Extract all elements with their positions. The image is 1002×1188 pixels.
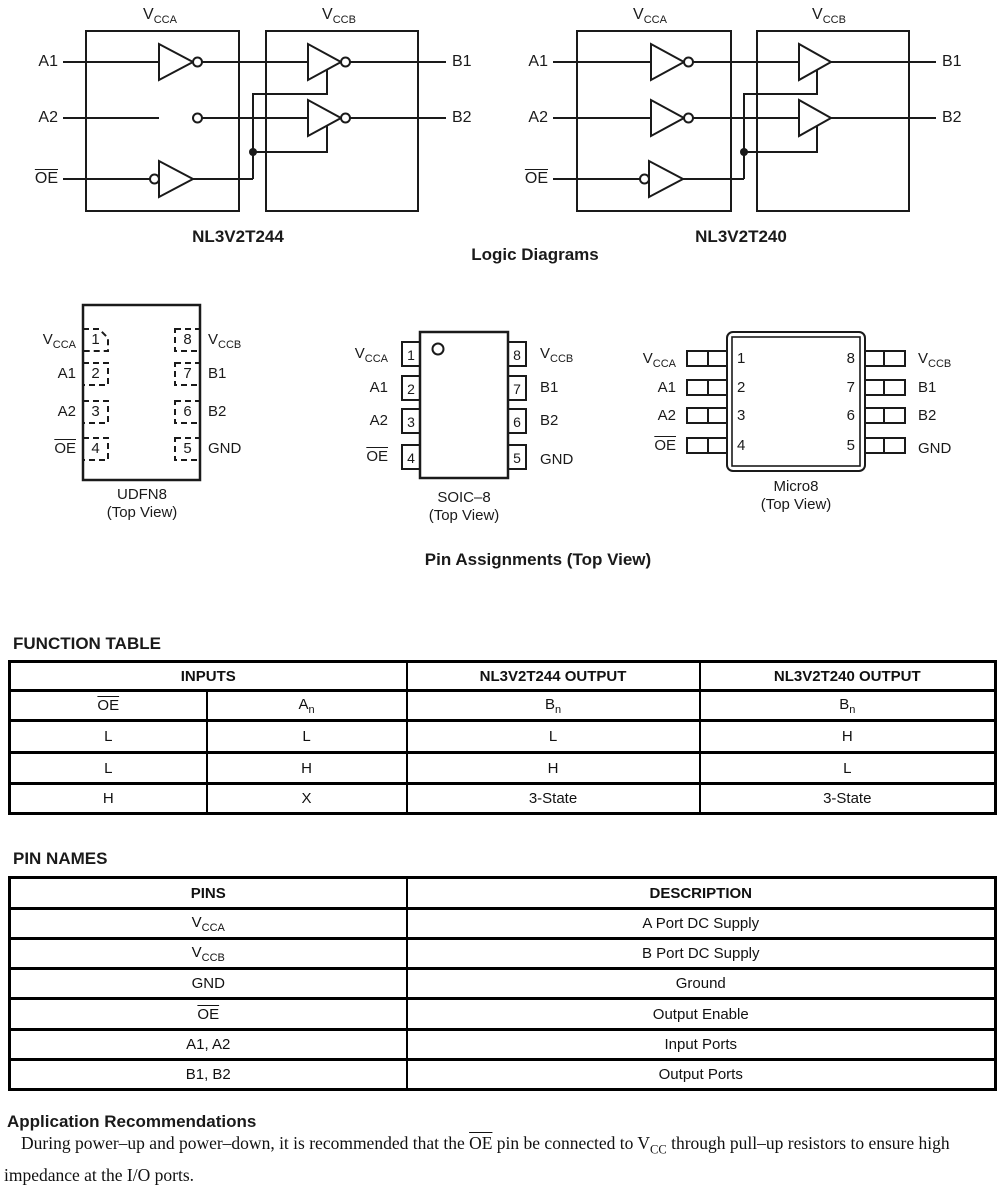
table-cell: L: [700, 753, 996, 784]
a2-label: A2: [528, 109, 548, 126]
application-recommendations-title: Application Recommendations: [7, 1112, 257, 1131]
table-row: [10, 753, 996, 784]
pin-names-table: [8, 876, 997, 1091]
pin-assignments-caption: Pin Assignments (Top View): [424, 550, 652, 569]
description-cell: A Port DC Supply: [407, 909, 996, 939]
inverter-bubble: [193, 114, 202, 123]
pin-number: 4: [91, 440, 100, 457]
table-cell: H: [207, 753, 407, 784]
input-bubble: [640, 175, 649, 184]
nl3v2t240-diagram: [553, 31, 936, 211]
table-cell: X: [207, 784, 407, 814]
oe-label: $\overline{OE}$: [524, 170, 548, 187]
junction-dot: [740, 148, 748, 156]
inverter-bubble: [341, 114, 350, 123]
oe-label: $\overline{OE}$: [34, 170, 58, 187]
inverter-gate: [308, 100, 341, 136]
nl3v2t240-title: NL3V2T240: [695, 227, 787, 246]
inputs-header: INPUTS: [10, 662, 407, 691]
pin-label: B2: [208, 403, 227, 420]
b2-label: B2: [942, 109, 962, 126]
description-header: DESCRIPTION: [407, 878, 996, 909]
buffer-gate: [799, 44, 831, 80]
pin-label: GND: [208, 440, 242, 457]
vcca-label: $V_{CCA}$: [143, 6, 177, 27]
an-column-header: $A_n$: [207, 691, 407, 721]
pin-number: 3: [91, 403, 100, 420]
description-cell: Output Enable: [407, 999, 996, 1030]
pin-label: A1: [369, 379, 388, 396]
pin-number: 1: [407, 347, 415, 363]
package-name: UDFN8: [116, 486, 167, 503]
nl3v2t244-diagram: [63, 31, 446, 211]
nl3v2t244-output-header: NL3V2T244 OUTPUT: [407, 662, 700, 691]
table-cell: 3-State: [700, 784, 996, 814]
function-table-subheader-row: [10, 691, 996, 721]
paragraph-text: pin be connected to V: [492, 1133, 651, 1153]
vcca-label: $V_{CCA}$: [633, 6, 667, 27]
pin-cell: A1, A2: [10, 1030, 407, 1060]
inverter-gate: [649, 161, 683, 197]
pin-label: $V_{CCA}$: [354, 345, 388, 365]
table-row: [10, 999, 996, 1030]
pin-number: 1: [737, 350, 746, 367]
table-row: [10, 721, 996, 753]
table-cell: L: [207, 721, 407, 753]
pin-label: A1: [657, 379, 676, 396]
pin-number: 3: [737, 407, 746, 424]
pin-label: B2: [540, 412, 559, 429]
table-cell: L: [10, 721, 207, 753]
table-cell: 3-State: [407, 784, 700, 814]
pin-label: B2: [918, 407, 937, 424]
pin-label: A1: [57, 365, 76, 382]
pin-number: 8: [513, 347, 521, 363]
inverter-gate: [651, 44, 684, 80]
nl3v2t244-title: NL3V2T244: [192, 227, 284, 246]
oe-inline: $\overline{OE}$: [469, 1133, 493, 1153]
table-cell: H: [10, 784, 207, 814]
pin-number: 2: [407, 381, 415, 397]
pin-number: 8: [183, 331, 192, 348]
pin-number: 7: [513, 381, 521, 397]
table-row: [10, 909, 996, 939]
table-cell: L: [407, 721, 700, 753]
pin-number: 6: [846, 407, 855, 424]
description-cell: B Port DC Supply: [407, 939, 996, 969]
table-row: [10, 939, 996, 969]
pin-label: $\overline{OE}$: [366, 448, 388, 465]
application-recommendations-paragraph: [4, 1131, 998, 1188]
pin-label: B1: [918, 379, 937, 396]
pin-label: $V_{CCA}$: [42, 331, 76, 351]
pin-number: 7: [846, 379, 855, 396]
pin-label: $V_{CCB}$: [918, 350, 952, 370]
pin-number: 2: [737, 379, 746, 396]
table-row: [10, 1030, 996, 1060]
pin1-indicator: [433, 344, 444, 355]
pin-number: 4: [407, 450, 415, 466]
b1-label: B1: [942, 53, 962, 70]
junction-dot: [249, 148, 257, 156]
pin-cell: $V_{CCA}$: [10, 909, 407, 939]
package-name: Micro8: [773, 478, 819, 495]
pin-number: 8: [846, 350, 855, 367]
b1-label: B1: [452, 53, 472, 70]
pin-number: 7: [183, 365, 192, 382]
logic-diagrams-caption: Logic Diagrams: [471, 245, 599, 264]
inverter-bubble: [341, 58, 350, 67]
pin-label: A2: [657, 407, 676, 424]
vccb-label: $V_{CCB}$: [322, 6, 356, 27]
inverter-gate: [308, 44, 341, 80]
pin-number: 5: [513, 450, 521, 466]
pin-label: GND: [540, 451, 574, 468]
bn-column-header: $B_n$: [407, 691, 700, 721]
table-cell: H: [407, 753, 700, 784]
package-view: (Top View): [760, 496, 832, 513]
pin-number: 1: [91, 331, 100, 348]
inverter-bubble: [684, 114, 693, 123]
pin-names-title: PIN NAMES: [13, 849, 108, 868]
inverter-gate: [651, 100, 684, 136]
vccb-label: $V_{CCB}$: [812, 6, 846, 27]
pin-cell: B1, B2: [10, 1060, 407, 1090]
pin-number: 4: [737, 437, 746, 454]
pin-number: 6: [513, 414, 521, 430]
pin-label: GND: [918, 440, 952, 457]
a1-label: A1: [38, 53, 58, 70]
paragraph-text: During power–up and power–down, it is recommended that the: [21, 1133, 470, 1153]
b2-label: B2: [452, 109, 472, 126]
table-cell: H: [700, 721, 996, 753]
table-row: [10, 969, 996, 999]
paragraph-text: through pull–up resistors to ensure high impedance at the I/O ports.: [4, 1133, 950, 1185]
table-row: [10, 784, 996, 814]
pin-label: B1: [208, 365, 227, 382]
bn-column-header: $B_n$: [700, 691, 996, 721]
nl3v2t240-output-header: NL3V2T240 OUTPUT: [700, 662, 996, 691]
inverter-bubble: [193, 58, 202, 67]
pin-number: 5: [183, 440, 192, 457]
pin-label: $\overline{OE}$: [54, 440, 76, 457]
a2-label: A2: [38, 109, 58, 126]
table-row: [10, 1060, 996, 1090]
pin-number: 6: [183, 403, 192, 420]
inverter-gate: [159, 161, 193, 197]
pin-cell: $V_{CCB}$: [10, 939, 407, 969]
table-cell: L: [10, 753, 207, 784]
function-table-header-row: [10, 662, 996, 691]
package-body: [420, 332, 508, 478]
description-cell: Ground: [407, 969, 996, 999]
package-name: SOIC–8: [437, 489, 491, 506]
pin-label: $V_{CCA}$: [642, 350, 676, 370]
pin-number: 3: [407, 414, 415, 430]
vccb-domain-box: [757, 31, 909, 211]
oe-column-header: $\overline{OE}$: [10, 691, 207, 721]
description-cell: Output Ports: [407, 1060, 996, 1090]
inverter-gate: [159, 44, 193, 80]
inverter-bubble: [684, 58, 693, 67]
function-table: [8, 660, 997, 815]
pin-label: A2: [369, 412, 388, 429]
pin-number: 5: [846, 437, 855, 454]
pin-cell: $\overline{OE}$: [10, 999, 407, 1030]
buffer-gate: [799, 100, 831, 136]
vcc-subscript: CC: [650, 1142, 667, 1157]
a1-label: A1: [528, 53, 548, 70]
pin-label: $V_{CCB}$: [208, 331, 242, 351]
package-view: (Top View): [106, 504, 178, 521]
pin-label: $V_{CCB}$: [540, 345, 574, 365]
function-table-title: FUNCTION TABLE: [13, 634, 161, 653]
pin-label: A2: [57, 403, 76, 420]
input-bubble: [150, 175, 159, 184]
pin-label: $\overline{OE}$: [654, 437, 676, 454]
pin-label: B1: [540, 379, 559, 396]
pin-cell: GND: [10, 969, 407, 999]
micro8-package: [687, 332, 905, 471]
pins-header: PINS: [10, 878, 407, 909]
description-cell: Input Ports: [407, 1030, 996, 1060]
pin-number: 2: [91, 365, 100, 382]
pin-names-header-row: [10, 878, 996, 909]
package-view: (Top View): [428, 507, 500, 524]
